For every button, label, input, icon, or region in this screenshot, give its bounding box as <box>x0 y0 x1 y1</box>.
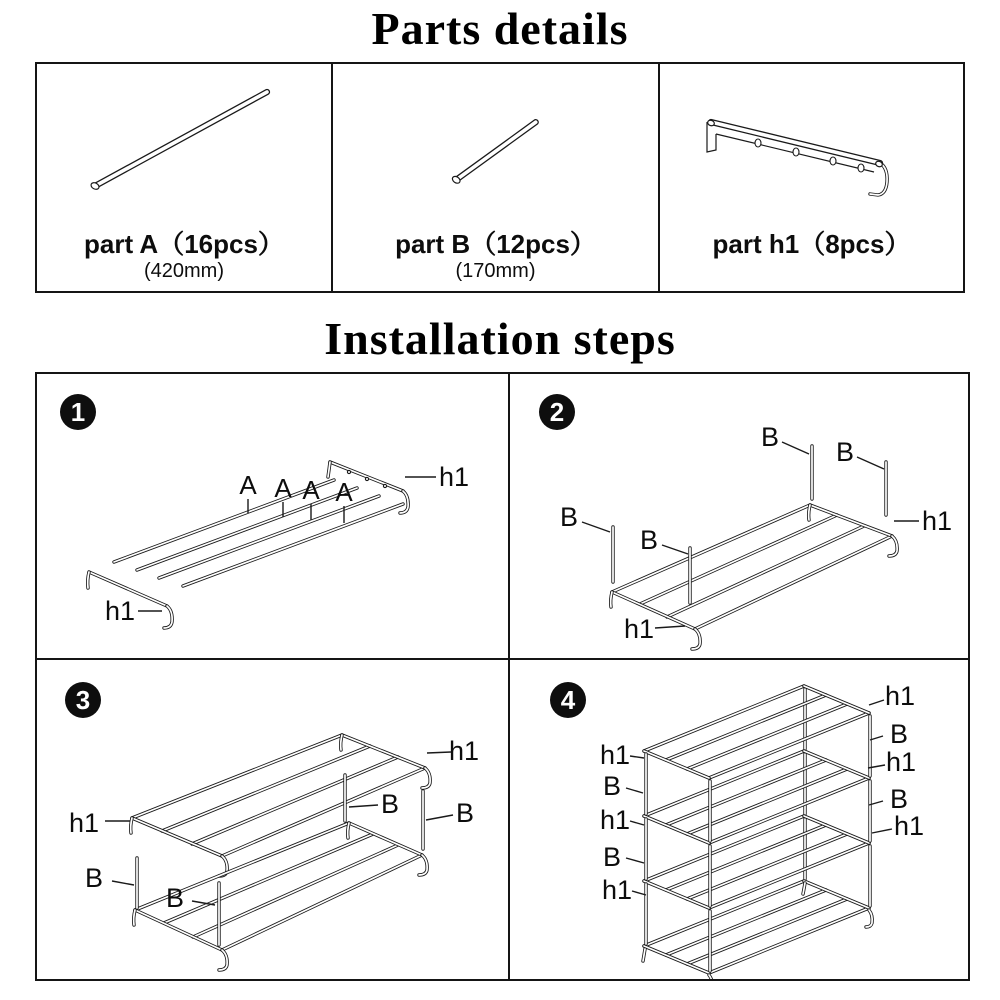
label-left-b-1: B <box>602 771 622 801</box>
right-callouts <box>868 681 924 841</box>
label-left-h1-3: h1 <box>601 875 633 905</box>
rod-a-art <box>90 92 267 191</box>
step-4-panel <box>510 660 968 979</box>
label-right-b-2: B <box>889 784 909 814</box>
part-b-illustration <box>333 64 658 224</box>
part-a-dimension: (420mm) <box>143 260 224 282</box>
label-b-1: B <box>760 422 780 452</box>
step-1-panel <box>37 374 510 660</box>
label-a-3: A <box>302 475 320 505</box>
step-3-number: 3 <box>75 685 91 715</box>
leg-callouts <box>560 422 884 555</box>
label-b-4: B <box>639 525 659 555</box>
label-b-2: B <box>455 798 475 828</box>
label-right-h1-1: h1 <box>884 681 916 711</box>
step-1-number: 1 <box>70 397 86 427</box>
part-h1-illustration <box>660 64 963 224</box>
label-h1-right: h1 <box>448 736 480 766</box>
rod-b-art <box>451 122 536 184</box>
rod-callouts <box>239 470 353 523</box>
step-1-badge <box>60 394 96 430</box>
installation-steps-title: Installation steps <box>324 313 676 364</box>
label-right-h1-2: h1 <box>885 747 917 777</box>
parts-details-title: Parts details <box>371 3 629 54</box>
label-left-h1-2: h1 <box>599 805 631 835</box>
step-2-badge <box>539 394 575 430</box>
left-callouts <box>600 740 646 905</box>
label-b-3: B <box>84 863 104 893</box>
label-b-1: B <box>380 789 400 819</box>
label-h1-right: h1 <box>922 506 953 536</box>
part-b-cell <box>333 64 660 291</box>
label-a-1: A <box>239 470 257 500</box>
bracket-h1-art <box>707 119 887 195</box>
label-h1-top: h1 <box>439 462 470 492</box>
label-h1-bottom: h1 <box>104 596 136 626</box>
part-a-label: part A（16pcs） <box>84 229 284 259</box>
part-b-label: part B（12pcs） <box>395 229 596 259</box>
part-b-dimension: (170mm) <box>455 260 536 282</box>
part-h1-cell <box>660 64 963 291</box>
step-4-badge <box>550 682 586 718</box>
step-1-diagram <box>37 374 508 658</box>
label-b-4: B <box>165 883 185 913</box>
step-2-panel <box>510 374 968 660</box>
label-left-b-2: B <box>602 842 622 872</box>
step-4-number: 4 <box>560 685 576 715</box>
bracket-callouts <box>624 506 952 644</box>
label-h1-left: h1 <box>68 808 100 838</box>
step-2-diagram <box>510 374 968 658</box>
label-a-4: A <box>335 477 353 507</box>
rods-group <box>114 480 403 586</box>
label-right-b-1: B <box>889 719 909 749</box>
label-right-h1-3: h1 <box>893 811 925 841</box>
step-3-panel <box>37 660 510 979</box>
part-h1-label: part h1（8pcs） <box>712 229 911 259</box>
label-b-2: B <box>835 437 855 467</box>
label-h1-bottom: h1 <box>623 614 655 644</box>
step-3-diagram <box>37 660 508 979</box>
label-a-2: A <box>274 473 292 503</box>
part-a-illustration <box>37 64 331 224</box>
installation-steps-table <box>35 372 970 981</box>
step-2-number: 2 <box>549 397 565 427</box>
label-b-3: B <box>559 502 579 532</box>
part-a-cell <box>37 64 333 291</box>
parts-table <box>35 62 965 293</box>
label-left-h1-1: h1 <box>599 740 631 770</box>
step-4-diagram <box>510 660 968 979</box>
step-3-badge <box>65 682 101 718</box>
